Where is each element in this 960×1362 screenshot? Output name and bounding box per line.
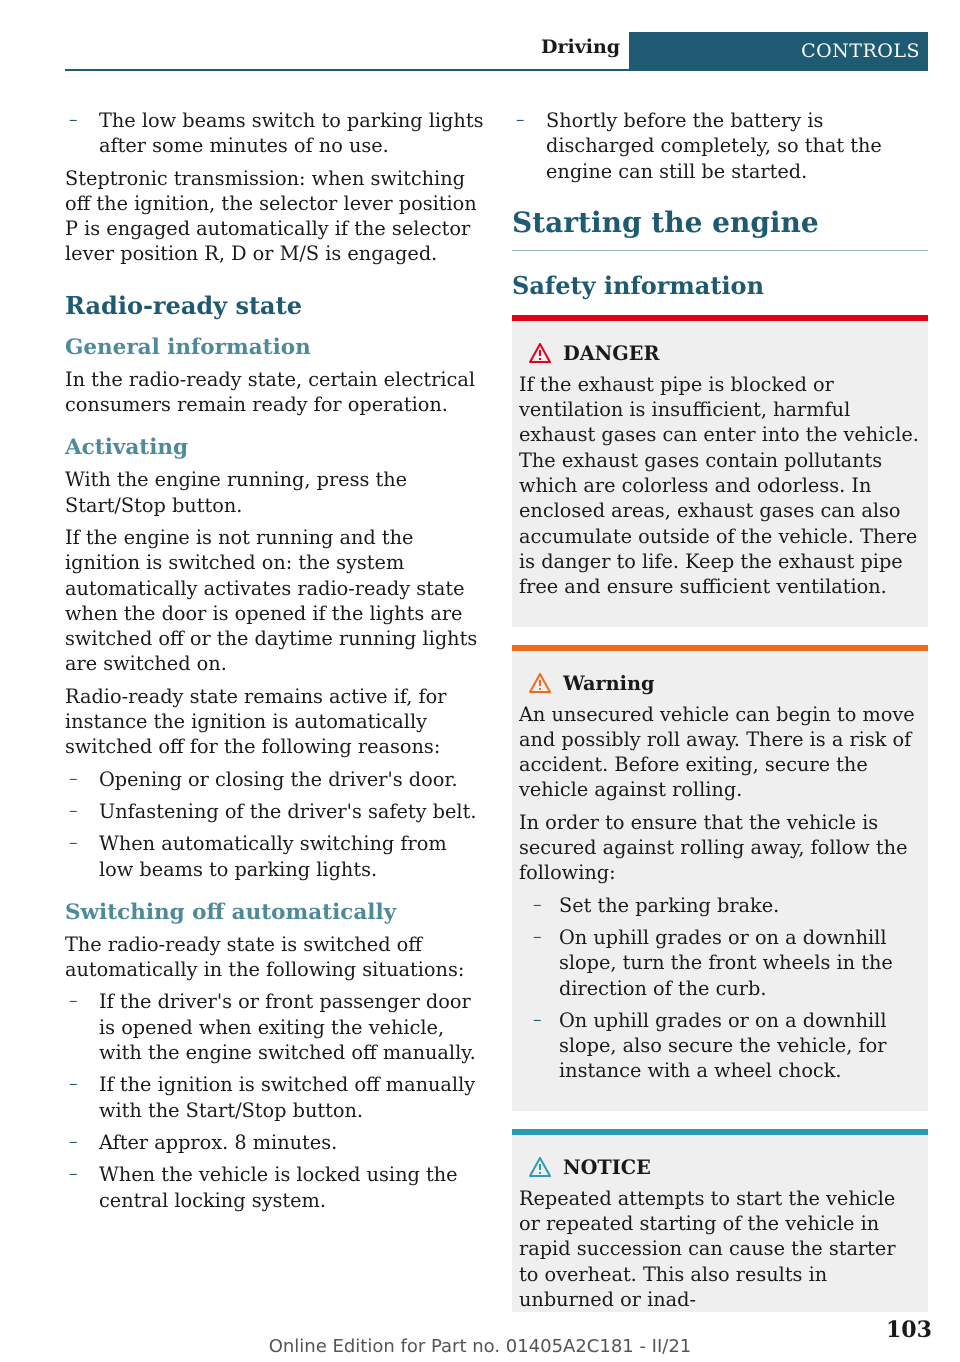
- dash-icon: –: [533, 1009, 542, 1030]
- notice-box: [512, 1129, 928, 1312]
- switching-off-text: The radio-ready state is switched off automatically in the following situations:: [65, 932, 465, 982]
- switching-off-list: [65, 989, 485, 1212]
- top-list: [512, 108, 928, 184]
- dash-icon: –: [533, 926, 542, 947]
- edition-footer: Online Edition for Part no. 01405A2C181 - II/21: [268, 1336, 692, 1357]
- activating-text: With the engine running, press the Start/Stop button.: [65, 468, 408, 517]
- dash-icon: –: [69, 1131, 78, 1152]
- danger-text: If the exhaust pipe is blocked or ventilation is insufficient, harmful exhaust gases can enter into the vehicle. The exhaust gases contain pollutants which are colorless and odorless. In enclosed areas, exhaust gases can also accumulate outside of the vehicle. There is danger to life. Keep the exhaust pipe free and ensure sufficient ventilation.: [519, 372, 919, 599]
- list-item: – When automatically switching from low beams to parking lights.: [69, 832, 447, 881]
- list-item: – Shortly before the battery is discharged completely, so that the engine can still be started.: [516, 109, 882, 183]
- switching-off-heading: Switching off automatically: [65, 899, 397, 925]
- warning-text: An unsecured vehicle can begin to move and possibly roll away. There is a risk of accident. Before exiting, secure the vehicle against rolling.: [519, 702, 915, 802]
- dash-icon: –: [69, 833, 78, 854]
- warning-text: In order to ensure that the vehicle is secured against rolling away, follow the following:: [519, 810, 908, 885]
- safety-info-heading: Safety information: [512, 270, 765, 300]
- list-item: – The low beams switch to parking lights after some minutes of no use.: [69, 109, 484, 158]
- general-info-text: In the radio-ready state, certain electrical consumers remain ready for operation.: [65, 367, 476, 417]
- top-list: [65, 108, 485, 159]
- warning-triangle-icon: [529, 673, 551, 693]
- warning-triangle-icon: [529, 1157, 551, 1177]
- dash-icon: –: [69, 768, 78, 789]
- radio-ready-heading: Radio-ready state: [65, 290, 302, 320]
- list-item: – Set the parking brake.: [533, 893, 780, 917]
- dash-icon: –: [69, 110, 78, 130]
- dash-icon: –: [69, 1074, 78, 1095]
- list-item: – Unfastening of the driver's safety belt.: [69, 799, 477, 823]
- warning-box: [512, 645, 928, 1111]
- danger-box: [512, 315, 928, 627]
- section-title: Driving: [541, 36, 621, 58]
- dash-icon: –: [516, 110, 525, 130]
- page-number: 103: [886, 1317, 932, 1343]
- activating-heading: Activating: [65, 435, 189, 461]
- left-column: [65, 108, 485, 1220]
- activating-list: [65, 767, 485, 882]
- list-item: – When the vehicle is locked using the central locking system.: [69, 1163, 458, 1212]
- dash-icon: –: [533, 894, 542, 915]
- dash-icon: –: [69, 991, 78, 1012]
- activating-text: If the engine is not running and the ignition is switched on: the system automatically activates radio-ready state when the door is opened if the lights are switched off or the daytime running lights are switched on.: [65, 525, 478, 676]
- list-item: – On uphill grades or on a downhill slope, also secure the vehicle, for instance with a wheel chock.: [533, 1008, 887, 1083]
- notice-text: Repeated attempts to start the vehicle or repeated starting of the vehicle in rapid succession can cause the starter to overheat. This also results in unburned or inad-: [519, 1186, 896, 1311]
- list-item: – On uphill grades or on a downhill slope, turn the front wheels in the direction of the curb.: [533, 925, 893, 1000]
- activating-text: Radio-ready state remains active if, for instance the ignition is automatically switched off for the following reasons:: [65, 684, 447, 759]
- list-item: – Opening or closing the driver's door.: [69, 767, 458, 791]
- notice-title: NOTICE: [519, 1155, 921, 1180]
- dash-icon: –: [69, 1164, 78, 1185]
- list-item: – After approx. 8 minutes.: [69, 1130, 338, 1154]
- list-item: – If the ignition is switched off manually with the Start/Stop button.: [69, 1073, 476, 1122]
- warning-title: Warning: [519, 671, 921, 696]
- warning-list: [519, 893, 921, 1084]
- steptronic-paragraph: Steptronic transmission: when switching off the ignition, the selector lever position P is engaged automatically if the selector lever position R, D or M/S is engaged.: [65, 166, 477, 266]
- dash-icon: –: [69, 800, 78, 821]
- general-info-heading: General information: [65, 334, 311, 360]
- starting-engine-heading: Starting the engine: [512, 206, 928, 251]
- list-item: – If the driver's or front passenger door is opened when exiting the vehicle, with the engine switched off manually.: [69, 990, 476, 1065]
- warning-triangle-icon: [529, 343, 551, 363]
- right-column: [512, 108, 928, 1330]
- chapter-tab: CONTROLS: [629, 32, 928, 70]
- danger-title: DANGER: [519, 341, 921, 366]
